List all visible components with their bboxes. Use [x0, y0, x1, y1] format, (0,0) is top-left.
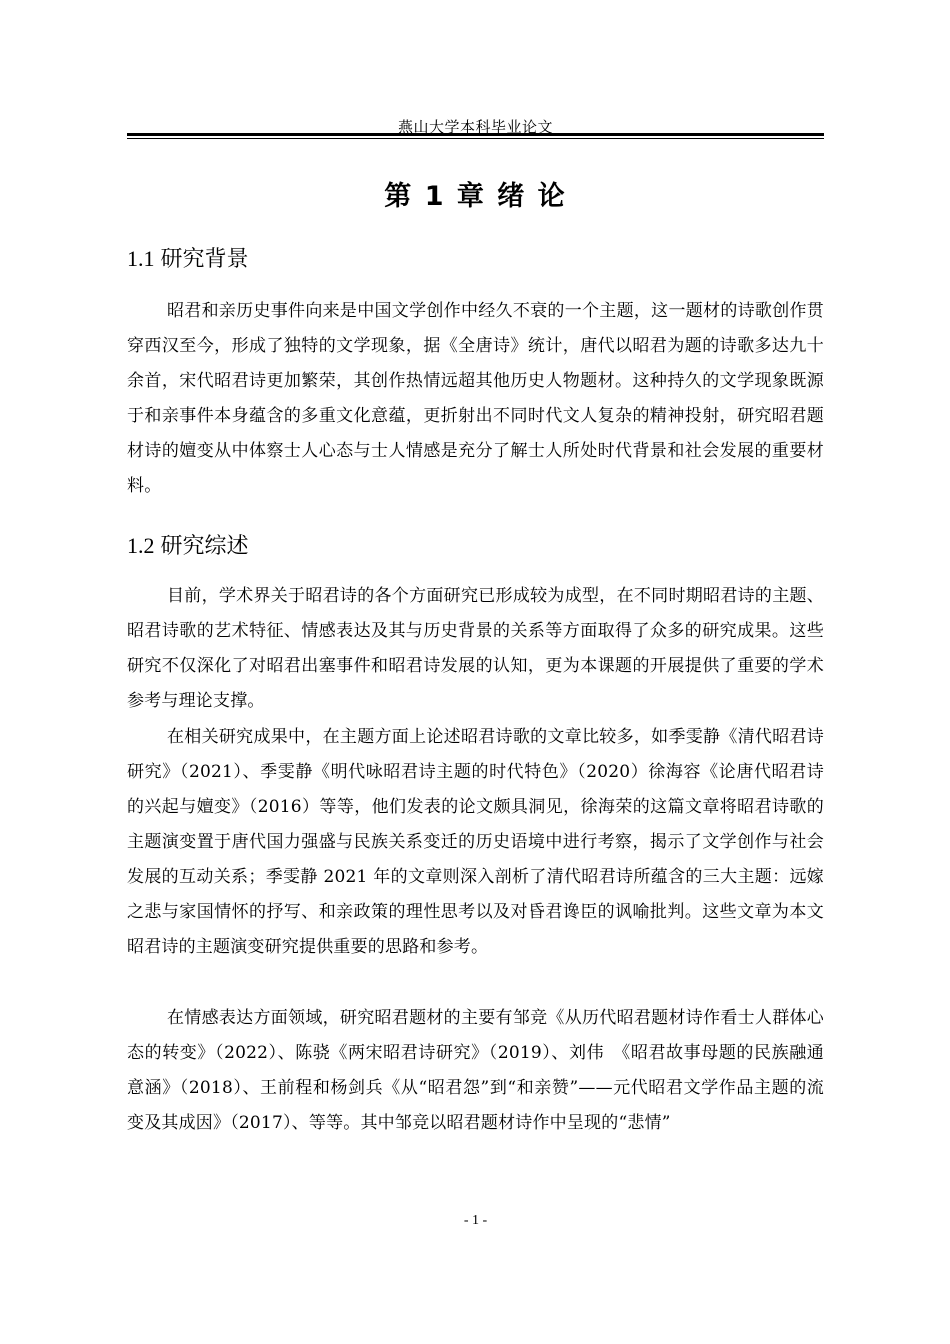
section-heading-1-1 [127, 242, 249, 273]
paragraph: 昭君和亲历史事件向来是中国文学创作中经久不衰的一个主题，这一题材的诗歌创作贯穿西汉至今，形成了独特的文学现象，据《全唐诗》统计，唐代以昭君为题的诗歌多达九十余首，宋代昭君诗更加繁荣，其创作热情远超其他历史人物题材。这种持久的文学现象既源于和亲事件本身蕴含的多重文化意蕴，更折射出不同时代文人复杂的精神投射，研究昭君题材诗的嬗变从中体察士人心态与士人情感是充分了解士人所处时代背景和社会发展的重要材料。 [127, 301, 824, 496]
page-number: - 1 - [463, 1213, 488, 1228]
section-title: 研究综述 [160, 534, 249, 559]
paragraph: 在相关研究成果中，在主题方面上论述昭君诗歌的文章比较多，如季雯静《清代昭君诗研究》（2021）、季雯静《明代咏昭君诗主题的时代特色》（2020）徐海容《论唐代昭君诗的兴起与嬗变》（2016）等等，他们发表的论文颇具洞见，徐海荣的这篇文章将昭君诗歌的主题演变置于唐代国力强盛与民族关系变迁的历史语境中进行考察，揭示了文学创作与社会发展的互动关系；季雯静 2021 年的文章则深入剖析了清代昭君诗所蕴含的三大主题：远嫁之悲与家国情怀的抒写、和亲政策的理性思考以及对昏君谗臣的讽喻批判。这些文章为本文昭君诗的主题演变研究提供重要的思路和参考。 [127, 727, 824, 957]
paragraph: 目前，学术界关于昭君诗的各个方面研究已形成较为成型，在不同时期昭君诗的主题、昭君诗歌的艺术特征、情感表达及其与历史背景的关系等方面取得了众多的研究成果。这些研究不仅深化了对昭君出塞事件和昭君诗发展的认知，更为本课题的开展提供了重要的学术参考与理论支撑。 [127, 586, 824, 711]
chapter-title: 第 1 章 绪 论 [384, 181, 567, 212]
section-number: 1.2 [127, 533, 155, 558]
section-title: 研究背景 [160, 247, 249, 272]
paragraph: 在情感表达方面领域，研究昭君题材的主要有邹竞《从历代昭君题材诗作看士人群体心态的转变》（2022）、陈骁《两宋昭君诗研究》（2019）、刘伟 《昭君故事母题的民族融通意涵》（2018）、王前程和杨剑兵《从“昭君怨”到“和亲赞”——元代昭君文学作品主题的流变及其成因》（2017）、等等。其中邹竞以昭君题材诗作中呈现的“悲情” [127, 1008, 824, 1133]
section-number: 1.1 [127, 246, 155, 271]
running-header: 燕山大学本科毕业论文 [397, 118, 553, 136]
section-heading-1-2 [127, 529, 249, 560]
header-rule [127, 133, 824, 139]
